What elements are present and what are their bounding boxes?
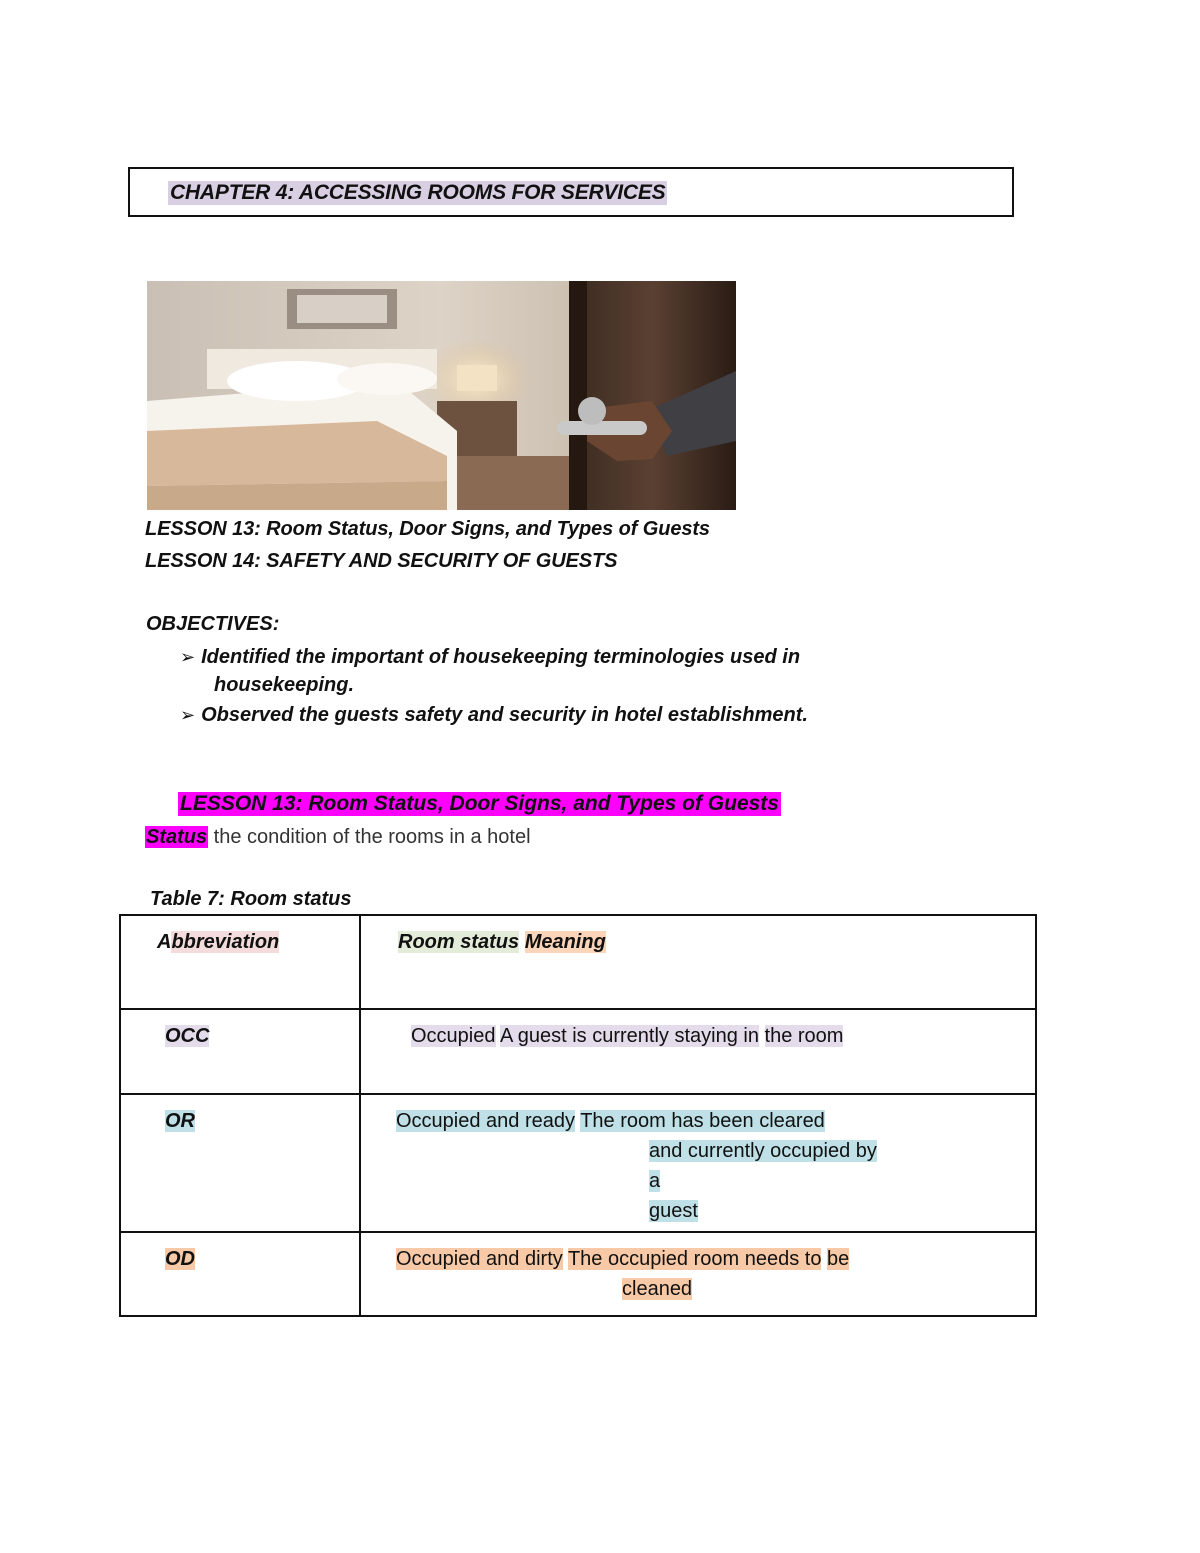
objectives-heading: OBJECTIVES: [146,613,280,635]
objective-text: Observed the guests safety and security in hotel establishment. [201,704,808,726]
header-status-meaning [398,927,606,957]
header-cell-abbreviation [120,915,360,1009]
meaning-line: guest [649,1200,698,1222]
meaning-line-wrap [622,1274,692,1304]
status-occupied: Occupied [411,1025,496,1047]
abbr-or: OR [165,1110,195,1132]
objective-continuation: housekeeping. [214,674,355,696]
meaning-part: be [827,1248,850,1270]
table-header-row [120,915,1036,1009]
meaning-text [396,1106,825,1136]
abbr-cell [120,1094,360,1232]
abbr-cell [120,1232,360,1316]
meaning-part: A guest is currently staying in [499,1025,759,1047]
status-definition-line [145,826,531,849]
meaning-cell [360,1232,1036,1316]
abbr-od: OD [165,1248,195,1270]
meaning-line: and currently occupied by [649,1140,877,1162]
status-definition: the condition of the rooms in a hotel [208,826,531,848]
header-meaning: Meaning [524,931,606,953]
table-row [120,1094,1036,1232]
abbr-occ: OCC [165,1025,210,1047]
arrow-bullet-icon: ➢ [180,647,196,668]
meaning-text [411,1021,843,1051]
hotel-room-photo [147,281,736,510]
objective-text: Identified the important of housekeeping terminologies used in [201,646,801,668]
meaning-line-wrap [649,1166,660,1196]
section-heading: LESSON 13: Room Status, Door Signs, and Types of Guests [180,792,779,815]
table-row [120,1009,1036,1094]
status-occupied-dirty: Occupied and dirty [396,1248,563,1270]
abbr-text [165,1106,195,1136]
abbr-cell [120,1009,360,1094]
meaning-line-wrap [649,1196,698,1226]
header-abbreviation [157,927,279,957]
meaning-line-wrap [649,1136,877,1166]
header-room-status: Room status [398,931,520,953]
header-abbreviation-rest: bbreviation [171,931,280,953]
header-abbreviation-initial: A [157,931,172,953]
status-term: Status [146,826,208,848]
meaning-text [396,1244,849,1274]
lesson-14-title: LESSON 14: SAFETY AND SECURITY OF GUESTS [145,550,618,572]
table-caption: Table 7: Room status [150,888,352,910]
objective-item [180,704,808,727]
meaning-cell [360,1009,1036,1094]
header-cell-meaning [360,915,1036,1009]
arrow-bullet-icon: ➢ [180,705,196,726]
abbr-text [165,1021,209,1051]
meaning-line: The room has been cleared [580,1110,825,1132]
table-row [120,1232,1036,1316]
meaning-part: the room [764,1025,844,1047]
meaning-part: The occupied room needs to [567,1248,822,1270]
room-status-table [119,914,1037,1317]
abbr-text [165,1244,195,1274]
chapter-header-box [128,167,1014,217]
meaning-part: cleaned [622,1278,693,1300]
meaning-cell [360,1094,1036,1232]
chapter-title: CHAPTER 4: ACCESSING ROOMS FOR SERVICES [170,181,666,204]
meaning-line: a [649,1170,661,1192]
status-occupied-ready: Occupied and ready [396,1110,576,1132]
lesson-13-title: LESSON 13: Room Status, Door Signs, and Types of Guests [145,518,710,540]
objective-item [180,646,800,669]
